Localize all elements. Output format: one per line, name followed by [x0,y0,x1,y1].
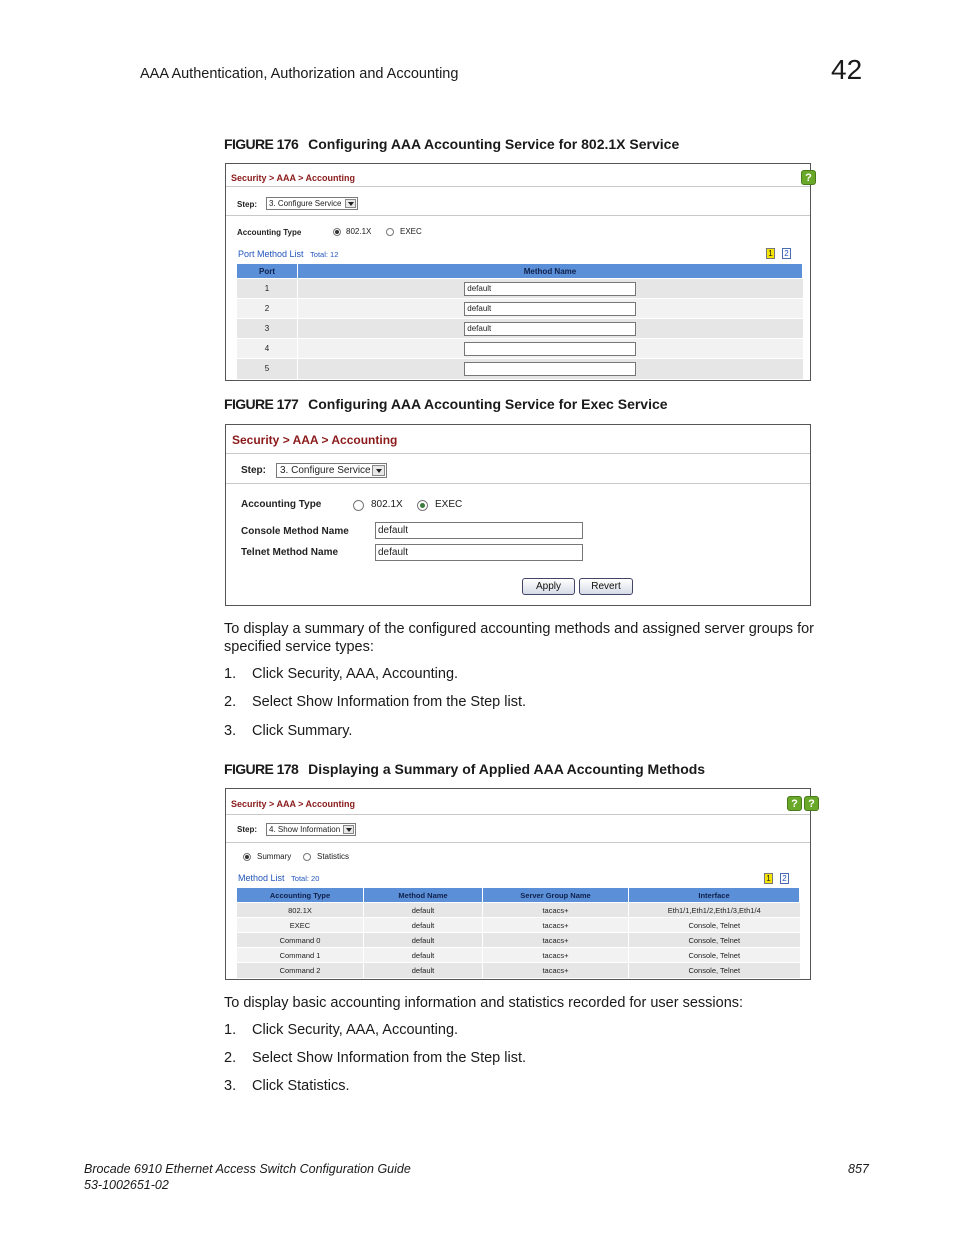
interface-cell: Console, Telnet [629,918,800,933]
page-1-link[interactable]: 1 [764,873,773,884]
radio-summary-label: Summary [257,852,292,861]
apply-button[interactable]: Apply [522,578,575,595]
book-title: Brocade 6910 Ethernet Access Switch Configuration Guide [84,1162,411,1176]
list-total: Total: 12 [310,250,339,259]
step-number: 1. [224,666,237,682]
method-name-input[interactable] [464,342,636,356]
doc-number: 53-1002651-02 [84,1178,169,1192]
interface-cell: Console, Telnet [629,948,800,963]
breadcrumb[interactable]: Security > AAA > Accounting [231,799,356,809]
telnet-method-input[interactable]: default [375,544,583,561]
statistics-intro: To display basic accounting information and statistics recorded for user sessions: [224,995,744,1011]
step-label: Step: [237,200,257,209]
table-row [237,339,803,359]
accounting-type-cell: Command 0 [237,933,364,948]
help-icon[interactable]: ? [801,170,816,185]
accounting-type-cell: EXEC [237,918,364,933]
port-cell: 2 [237,299,298,319]
server-group-cell: tacacs+ [483,933,629,948]
step-number: 1. [224,1022,237,1038]
radio-statistics[interactable] [303,853,311,861]
figure-178-caption [224,761,705,777]
port-cell: 5 [237,359,298,379]
method-name-cell: default [364,948,483,963]
radio-exec-label: EXEC [400,227,422,236]
figure-176-screenshot [225,163,811,381]
step-select-value: 3. Configure Service [280,465,371,476]
step-select-value: 3. Configure Service [269,199,342,208]
method-name-cell: default [364,918,483,933]
accounting-type-cell: Command 2 [237,963,364,978]
step-text: Click Security, AAA, Accounting. [252,1022,459,1038]
breadcrumb[interactable]: Security > AAA > Accounting [232,433,398,447]
interface-cell: Console, Telnet [629,933,800,948]
port-method-table [236,263,803,379]
method-name-input[interactable]: default [464,282,636,296]
interface-cell: Eth1/1,Eth1/2,Eth1/3,Eth1/4 [629,903,800,918]
page-2-link[interactable]: 2 [780,873,789,884]
console-method-input[interactable]: default [375,522,583,539]
breadcrumb[interactable]: Security > AAA > Accounting [231,173,356,183]
table-row [237,299,803,319]
chevron-down-icon [345,199,356,208]
figure-177-screenshot [225,424,811,606]
chapter-number: 42 [831,54,863,85]
figure-176-number: FIGURE 176 [224,136,299,152]
accounting-type-label: Accounting Type [237,228,302,237]
help-icon[interactable]: ? [787,796,802,811]
figure-177-caption [224,396,668,412]
list-title: Method List [238,873,285,883]
table-row [237,948,800,963]
server-group-cell: tacacs+ [483,903,629,918]
radio-8021x[interactable] [333,228,341,236]
accounting-type-cell: Command 1 [237,948,364,963]
chevron-down-icon [372,465,385,476]
step-text: Select Show Information from the Step list. [252,694,527,710]
radio-8021x-label: 802.1X [371,499,403,510]
list-header [238,249,338,259]
accounting-type-label: Accounting Type [241,499,322,510]
step-select[interactable] [266,823,356,836]
method-name-input[interactable]: default [464,302,636,316]
method-name-cell: default [364,963,483,978]
radio-8021x-label: 802.1X [346,227,372,236]
page-1-link[interactable]: 1 [766,248,775,259]
page-2-link[interactable]: 2 [782,248,791,259]
radio-8021x[interactable] [353,500,364,511]
summary-intro: To display a summary of the configured accounting methods and assigned server groups for specified service types: [224,621,814,655]
chevron-down-icon [343,825,354,834]
table-row [237,279,803,299]
radio-exec[interactable] [386,228,394,236]
step-text: Click Summary. [252,723,353,739]
section-title: AAA Authentication, Authorization and Accounting [140,66,459,82]
method-name-cell: default [364,933,483,948]
step-select[interactable] [266,197,358,210]
table-row [237,903,800,918]
method-summary-table [236,887,800,978]
console-method-label: Console Method Name [241,526,349,537]
step-select[interactable] [276,463,387,478]
list-header [238,873,319,883]
method-name-cell: default [364,903,483,918]
radio-exec-label: EXEC [435,499,463,510]
step-number: 2. [224,694,237,710]
column-header-interface: Interface [629,888,800,903]
step-label: Step: [237,825,257,834]
figure-177-title: Configuring AAA Accounting Service for Exec Service [308,396,668,412]
list-title: Port Method List [238,249,304,259]
server-group-cell: tacacs+ [483,963,629,978]
column-header-port: Port [237,264,298,279]
server-group-cell: tacacs+ [483,948,629,963]
step-number: 2. [224,1050,237,1066]
table-row [237,918,800,933]
radio-exec[interactable] [417,500,428,511]
figure-178-title: Displaying a Summary of Applied AAA Accounting Methods [308,761,706,777]
table-row [237,359,803,379]
list-total: Total: 20 [291,874,320,883]
telnet-method-label: Telnet Method Name [241,547,339,558]
figure-176-caption [224,136,679,152]
interface-cell: Console, Telnet [629,963,800,978]
column-header-method-name: Method Name [298,264,803,279]
port-cell: 4 [237,339,298,359]
table-row [237,933,800,948]
column-header-server-group-name: Server Group Name [483,888,629,903]
step-text: Select Show Information from the Step list. [252,1050,527,1066]
step-text: Click Statistics. [252,1078,350,1094]
port-cell: 3 [237,319,298,339]
table-row [237,963,800,978]
method-name-input[interactable] [464,362,636,376]
step-label: Step: [241,465,266,476]
table-row [237,319,803,339]
figure-177-number: FIGURE 177 [224,396,299,412]
step-select-value: 4. Show Information [269,825,341,834]
method-name-input[interactable]: default [464,322,636,336]
step-number: 3. [224,1078,237,1094]
radio-summary[interactable] [243,853,251,861]
figure-176-title: Configuring AAA Accounting Service for 802.1X Service [308,136,680,152]
figure-178-number: FIGURE 178 [224,761,299,777]
port-cell: 1 [237,279,298,299]
column-header-method-name: Method Name [364,888,483,903]
step-number: 3. [224,723,237,739]
figure-178-screenshot [225,788,815,980]
page-number: 857 [848,1162,869,1176]
radio-statistics-label: Statistics [317,852,350,861]
step-text: Click Security, AAA, Accounting. [252,666,459,682]
revert-button[interactable]: Revert [579,578,633,595]
accounting-type-cell: 802.1X [237,903,364,918]
server-group-cell: tacacs+ [483,918,629,933]
column-header-accounting-type: Accounting Type [237,888,364,903]
help-icon[interactable]: ? [804,796,819,811]
